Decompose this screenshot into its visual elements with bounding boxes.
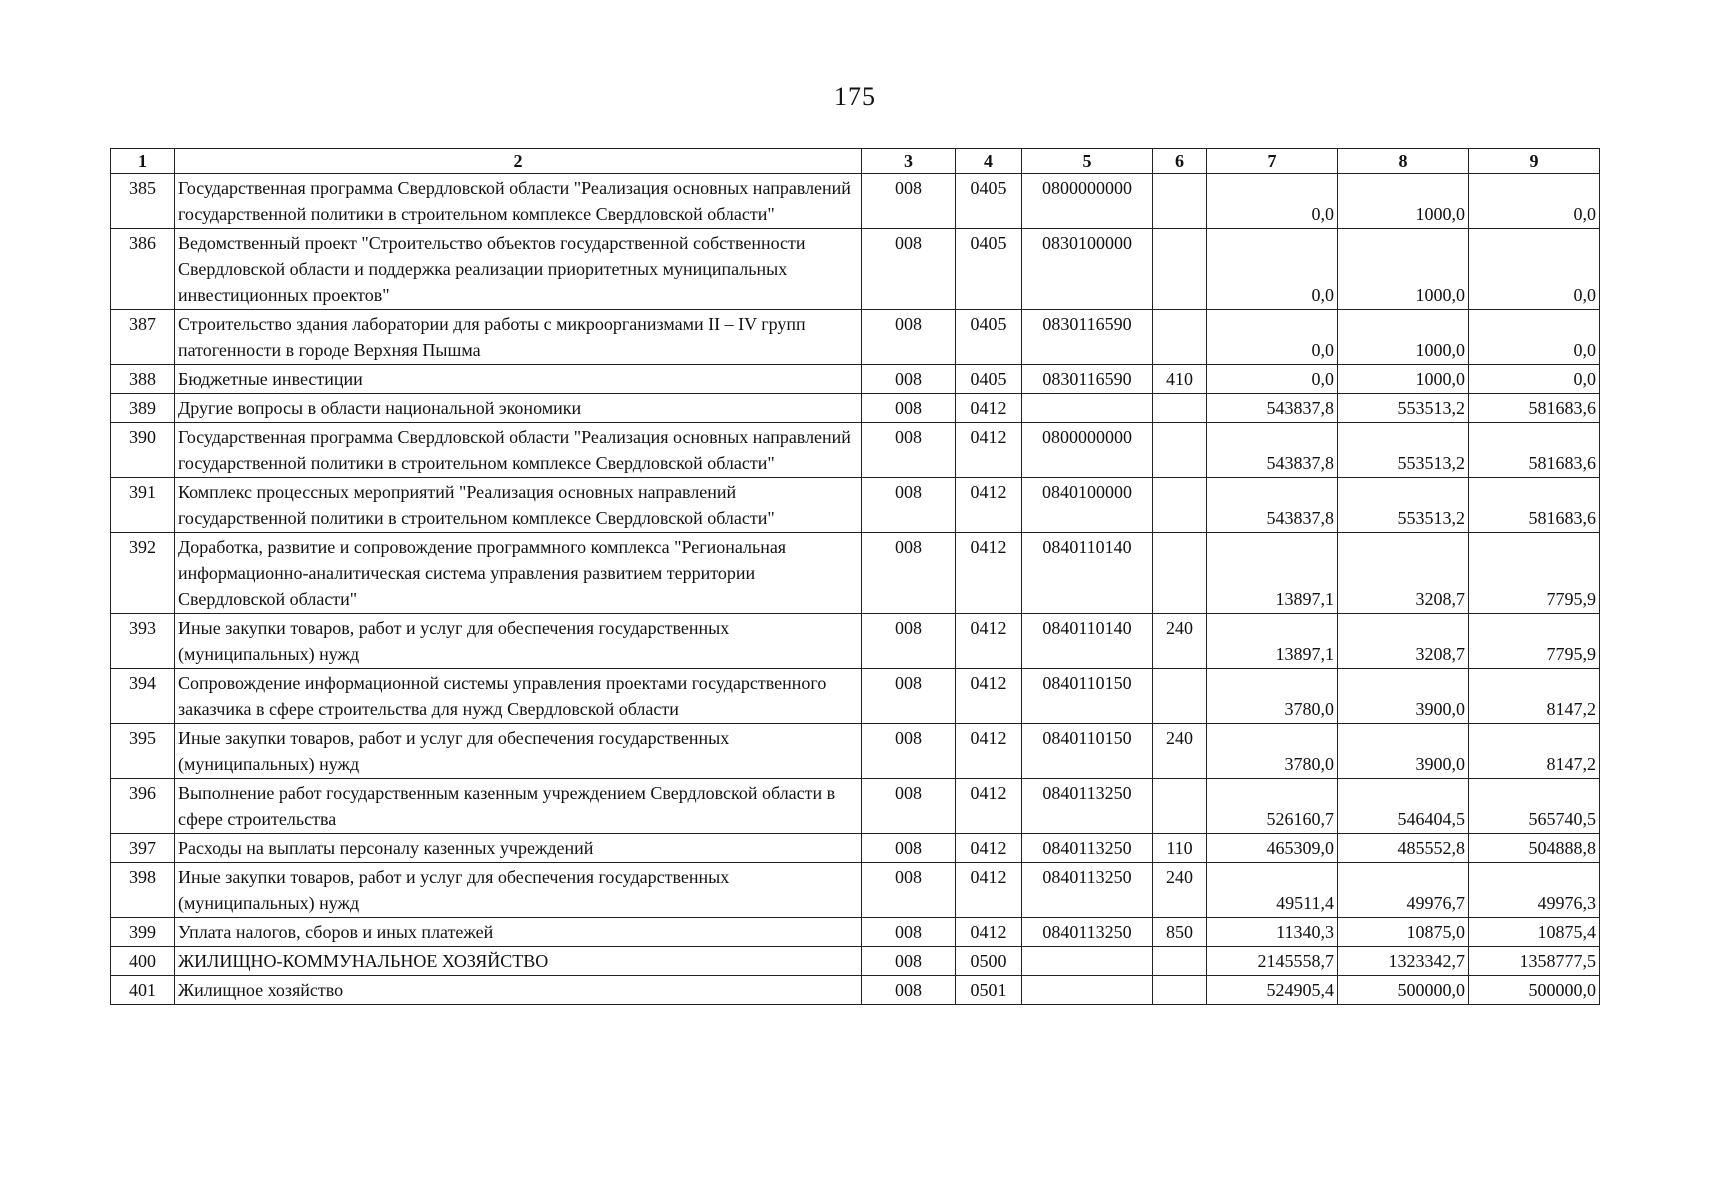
row-number-cell: 388 bbox=[111, 365, 175, 394]
amount-col7-cell: 465309,0 bbox=[1207, 834, 1338, 863]
section-code-cell: 0405 bbox=[956, 229, 1022, 310]
amount-col8-cell: 3208,7 bbox=[1338, 533, 1469, 614]
ministry-code-cell: 008 bbox=[862, 423, 956, 478]
row-number-cell: 391 bbox=[111, 478, 175, 533]
table-row bbox=[111, 669, 1600, 724]
item-name-cell: Расходы на выплаты персоналу казенных учреждений bbox=[175, 834, 862, 863]
expense-type-cell bbox=[1153, 174, 1207, 229]
target-code-cell: 0840113250 bbox=[1022, 918, 1153, 947]
amount-col8-cell: 1000,0 bbox=[1338, 365, 1469, 394]
column-header: 9 bbox=[1469, 149, 1600, 174]
expense-type-cell: 410 bbox=[1153, 365, 1207, 394]
ministry-code-cell: 008 bbox=[862, 947, 956, 976]
table-row bbox=[111, 779, 1600, 834]
amount-col7-cell: 543837,8 bbox=[1207, 423, 1338, 478]
expense-type-cell bbox=[1153, 310, 1207, 365]
amount-col7-cell: 49511,4 bbox=[1207, 863, 1338, 918]
row-number-cell: 397 bbox=[111, 834, 175, 863]
target-code-cell bbox=[1022, 394, 1153, 423]
amount-col7-cell: 2145558,7 bbox=[1207, 947, 1338, 976]
amount-col8-cell: 500000,0 bbox=[1338, 976, 1469, 1005]
target-code-cell bbox=[1022, 976, 1153, 1005]
item-name-cell: Иные закупки товаров, работ и услуг для обеспечения государственных (муниципальных) нужд bbox=[175, 724, 862, 779]
column-header: 3 bbox=[862, 149, 956, 174]
column-header: 7 bbox=[1207, 149, 1338, 174]
row-number-cell: 396 bbox=[111, 779, 175, 834]
column-header: 1 bbox=[111, 149, 175, 174]
item-name-cell: Выполнение работ государственным казенным учреждением Свердловской области в сфере строительства bbox=[175, 779, 862, 834]
item-name-cell: Строительство здания лаборатории для работы с микроорганизмами II – IV групп патогенности в городе Верхняя Пышма bbox=[175, 310, 862, 365]
item-name-cell: Государственная программа Свердловской области "Реализация основных направлений государственной политики в строительном комплексе Свердловской области" bbox=[175, 423, 862, 478]
target-code-cell: 0830116590 bbox=[1022, 310, 1153, 365]
table-row bbox=[111, 394, 1600, 423]
row-number-cell: 398 bbox=[111, 863, 175, 918]
item-name-cell: Другие вопросы в области национальной экономики bbox=[175, 394, 862, 423]
budget-table bbox=[110, 148, 1600, 1005]
amount-col9-cell: 0,0 bbox=[1469, 365, 1600, 394]
table-row bbox=[111, 423, 1600, 478]
ministry-code-cell: 008 bbox=[862, 478, 956, 533]
expense-type-cell bbox=[1153, 423, 1207, 478]
row-number-cell: 392 bbox=[111, 533, 175, 614]
target-code-cell: 0800000000 bbox=[1022, 423, 1153, 478]
amount-col7-cell: 3780,0 bbox=[1207, 669, 1338, 724]
section-code-cell: 0412 bbox=[956, 724, 1022, 779]
row-number-cell: 387 bbox=[111, 310, 175, 365]
column-header: 4 bbox=[956, 149, 1022, 174]
amount-col9-cell: 1358777,5 bbox=[1469, 947, 1600, 976]
item-name-cell: Жилищное хозяйство bbox=[175, 976, 862, 1005]
amount-col9-cell: 581683,6 bbox=[1469, 423, 1600, 478]
amount-col9-cell: 500000,0 bbox=[1469, 976, 1600, 1005]
amount-col7-cell: 524905,4 bbox=[1207, 976, 1338, 1005]
section-code-cell: 0405 bbox=[956, 310, 1022, 365]
target-code-cell: 0840110140 bbox=[1022, 614, 1153, 669]
amount-col9-cell: 8147,2 bbox=[1469, 669, 1600, 724]
expense-type-cell bbox=[1153, 669, 1207, 724]
amount-col8-cell: 546404,5 bbox=[1338, 779, 1469, 834]
amount-col8-cell: 485552,8 bbox=[1338, 834, 1469, 863]
amount-col9-cell: 0,0 bbox=[1469, 229, 1600, 310]
section-code-cell: 0412 bbox=[956, 779, 1022, 834]
column-header: 2 bbox=[175, 149, 862, 174]
item-name-cell: Сопровождение информационной системы управления проектами государственного заказчика в сфере строительства для нужд Свердловской области bbox=[175, 669, 862, 724]
amount-col8-cell: 49976,7 bbox=[1338, 863, 1469, 918]
amount-col9-cell: 8147,2 bbox=[1469, 724, 1600, 779]
table-row bbox=[111, 976, 1600, 1005]
ministry-code-cell: 008 bbox=[862, 918, 956, 947]
table-row bbox=[111, 174, 1600, 229]
amount-col7-cell: 0,0 bbox=[1207, 229, 1338, 310]
table-row bbox=[111, 834, 1600, 863]
expense-type-cell bbox=[1153, 478, 1207, 533]
expense-type-cell: 240 bbox=[1153, 724, 1207, 779]
expense-type-cell: 240 bbox=[1153, 863, 1207, 918]
table-row bbox=[111, 614, 1600, 669]
section-code-cell: 0500 bbox=[956, 947, 1022, 976]
row-number-cell: 385 bbox=[111, 174, 175, 229]
target-code-cell: 0840113250 bbox=[1022, 863, 1153, 918]
section-code-cell: 0412 bbox=[956, 834, 1022, 863]
expense-type-cell: 110 bbox=[1153, 834, 1207, 863]
item-name-cell: ЖИЛИЩНО-КОММУНАЛЬНОЕ ХОЗЯЙСТВО bbox=[175, 947, 862, 976]
item-name-cell: Государственная программа Свердловской области "Реализация основных направлений государственной политики в строительном комплексе Свердловской области" bbox=[175, 174, 862, 229]
expense-type-cell bbox=[1153, 947, 1207, 976]
table-body bbox=[111, 174, 1600, 1005]
row-number-cell: 390 bbox=[111, 423, 175, 478]
expense-type-cell bbox=[1153, 394, 1207, 423]
table-row bbox=[111, 310, 1600, 365]
table-row bbox=[111, 918, 1600, 947]
target-code-cell: 0840113250 bbox=[1022, 779, 1153, 834]
expense-type-cell bbox=[1153, 533, 1207, 614]
target-code-cell: 0840113250 bbox=[1022, 834, 1153, 863]
item-name-cell: Комплекс процессных мероприятий "Реализация основных направлений государственной политики в строительном комплексе Свердловской области" bbox=[175, 478, 862, 533]
table-row bbox=[111, 533, 1600, 614]
column-header: 6 bbox=[1153, 149, 1207, 174]
amount-col9-cell: 504888,8 bbox=[1469, 834, 1600, 863]
target-code-cell: 0840110150 bbox=[1022, 669, 1153, 724]
ministry-code-cell: 008 bbox=[862, 533, 956, 614]
target-code-cell: 0840110150 bbox=[1022, 724, 1153, 779]
target-code-cell: 0800000000 bbox=[1022, 174, 1153, 229]
target-code-cell: 0830116590 bbox=[1022, 365, 1153, 394]
item-name-cell: Иные закупки товаров, работ и услуг для обеспечения государственных (муниципальных) нужд bbox=[175, 863, 862, 918]
amount-col8-cell: 1000,0 bbox=[1338, 174, 1469, 229]
table-row bbox=[111, 863, 1600, 918]
ministry-code-cell: 008 bbox=[862, 834, 956, 863]
item-name-cell: Бюджетные инвестиции bbox=[175, 365, 862, 394]
table-row bbox=[111, 229, 1600, 310]
section-code-cell: 0412 bbox=[956, 394, 1022, 423]
row-number-cell: 395 bbox=[111, 724, 175, 779]
section-code-cell: 0412 bbox=[956, 423, 1022, 478]
amount-col9-cell: 0,0 bbox=[1469, 310, 1600, 365]
expense-type-cell bbox=[1153, 976, 1207, 1005]
target-code-cell: 0840110140 bbox=[1022, 533, 1153, 614]
header-row bbox=[111, 149, 1600, 174]
amount-col7-cell: 13897,1 bbox=[1207, 614, 1338, 669]
amount-col7-cell: 526160,7 bbox=[1207, 779, 1338, 834]
ministry-code-cell: 008 bbox=[862, 365, 956, 394]
row-number-cell: 399 bbox=[111, 918, 175, 947]
expense-type-cell: 240 bbox=[1153, 614, 1207, 669]
target-code-cell bbox=[1022, 947, 1153, 976]
amount-col7-cell: 0,0 bbox=[1207, 365, 1338, 394]
section-code-cell: 0501 bbox=[956, 976, 1022, 1005]
table-row bbox=[111, 947, 1600, 976]
row-number-cell: 393 bbox=[111, 614, 175, 669]
row-number-cell: 386 bbox=[111, 229, 175, 310]
amount-col8-cell: 1323342,7 bbox=[1338, 947, 1469, 976]
column-header: 5 bbox=[1022, 149, 1153, 174]
expense-type-cell bbox=[1153, 229, 1207, 310]
amount-col7-cell: 543837,8 bbox=[1207, 394, 1338, 423]
target-code-cell: 0840100000 bbox=[1022, 478, 1153, 533]
row-number-cell: 394 bbox=[111, 669, 175, 724]
amount-col8-cell: 3208,7 bbox=[1338, 614, 1469, 669]
table-row bbox=[111, 365, 1600, 394]
amount-col8-cell: 553513,2 bbox=[1338, 423, 1469, 478]
row-number-cell: 400 bbox=[111, 947, 175, 976]
amount-col8-cell: 3900,0 bbox=[1338, 669, 1469, 724]
expense-type-cell: 850 bbox=[1153, 918, 1207, 947]
item-name-cell: Иные закупки товаров, работ и услуг для обеспечения государственных (муниципальных) нужд bbox=[175, 614, 862, 669]
amount-col8-cell: 553513,2 bbox=[1338, 394, 1469, 423]
section-code-cell: 0412 bbox=[956, 863, 1022, 918]
row-number-cell: 389 bbox=[111, 394, 175, 423]
amount-col7-cell: 543837,8 bbox=[1207, 478, 1338, 533]
item-name-cell: Доработка, развитие и сопровождение программного комплекса "Региональная информационно-аналитическая система управления развитием территории Свердловской области" bbox=[175, 533, 862, 614]
amount-col9-cell: 10875,4 bbox=[1469, 918, 1600, 947]
table-row bbox=[111, 724, 1600, 779]
target-code-cell: 0830100000 bbox=[1022, 229, 1153, 310]
expense-type-cell bbox=[1153, 779, 1207, 834]
ministry-code-cell: 008 bbox=[862, 229, 956, 310]
amount-col7-cell: 0,0 bbox=[1207, 310, 1338, 365]
amount-col8-cell: 553513,2 bbox=[1338, 478, 1469, 533]
section-code-cell: 0412 bbox=[956, 918, 1022, 947]
ministry-code-cell: 008 bbox=[862, 174, 956, 229]
ministry-code-cell: 008 bbox=[862, 724, 956, 779]
ministry-code-cell: 008 bbox=[862, 779, 956, 834]
amount-col9-cell: 49976,3 bbox=[1469, 863, 1600, 918]
ministry-code-cell: 008 bbox=[862, 394, 956, 423]
row-number-cell: 401 bbox=[111, 976, 175, 1005]
amount-col9-cell: 581683,6 bbox=[1469, 478, 1600, 533]
ministry-code-cell: 008 bbox=[862, 310, 956, 365]
amount-col7-cell: 0,0 bbox=[1207, 174, 1338, 229]
amount-col8-cell: 1000,0 bbox=[1338, 229, 1469, 310]
section-code-cell: 0412 bbox=[956, 533, 1022, 614]
section-code-cell: 0412 bbox=[956, 669, 1022, 724]
amount-col9-cell: 7795,9 bbox=[1469, 533, 1600, 614]
amount-col8-cell: 1000,0 bbox=[1338, 310, 1469, 365]
amount-col8-cell: 3900,0 bbox=[1338, 724, 1469, 779]
amount-col9-cell: 7795,9 bbox=[1469, 614, 1600, 669]
section-code-cell: 0405 bbox=[956, 365, 1022, 394]
item-name-cell: Ведомственный проект "Строительство объектов государственной собственности Свердловской области и поддержка реализации приоритетных муниципальных инвестиционных проектов" bbox=[175, 229, 862, 310]
section-code-cell: 0412 bbox=[956, 614, 1022, 669]
ministry-code-cell: 008 bbox=[862, 669, 956, 724]
column-header: 8 bbox=[1338, 149, 1469, 174]
ministry-code-cell: 008 bbox=[862, 863, 956, 918]
amount-col9-cell: 0,0 bbox=[1469, 174, 1600, 229]
amount-col7-cell: 3780,0 bbox=[1207, 724, 1338, 779]
ministry-code-cell: 008 bbox=[862, 614, 956, 669]
section-code-cell: 0412 bbox=[956, 478, 1022, 533]
section-code-cell: 0405 bbox=[956, 174, 1022, 229]
item-name-cell: Уплата налогов, сборов и иных платежей bbox=[175, 918, 862, 947]
amount-col8-cell: 10875,0 bbox=[1338, 918, 1469, 947]
amount-col7-cell: 13897,1 bbox=[1207, 533, 1338, 614]
page-number: 175 bbox=[834, 82, 876, 111]
amount-col9-cell: 581683,6 bbox=[1469, 394, 1600, 423]
amount-col9-cell: 565740,5 bbox=[1469, 779, 1600, 834]
table-row bbox=[111, 478, 1600, 533]
amount-col7-cell: 11340,3 bbox=[1207, 918, 1338, 947]
ministry-code-cell: 008 bbox=[862, 976, 956, 1005]
